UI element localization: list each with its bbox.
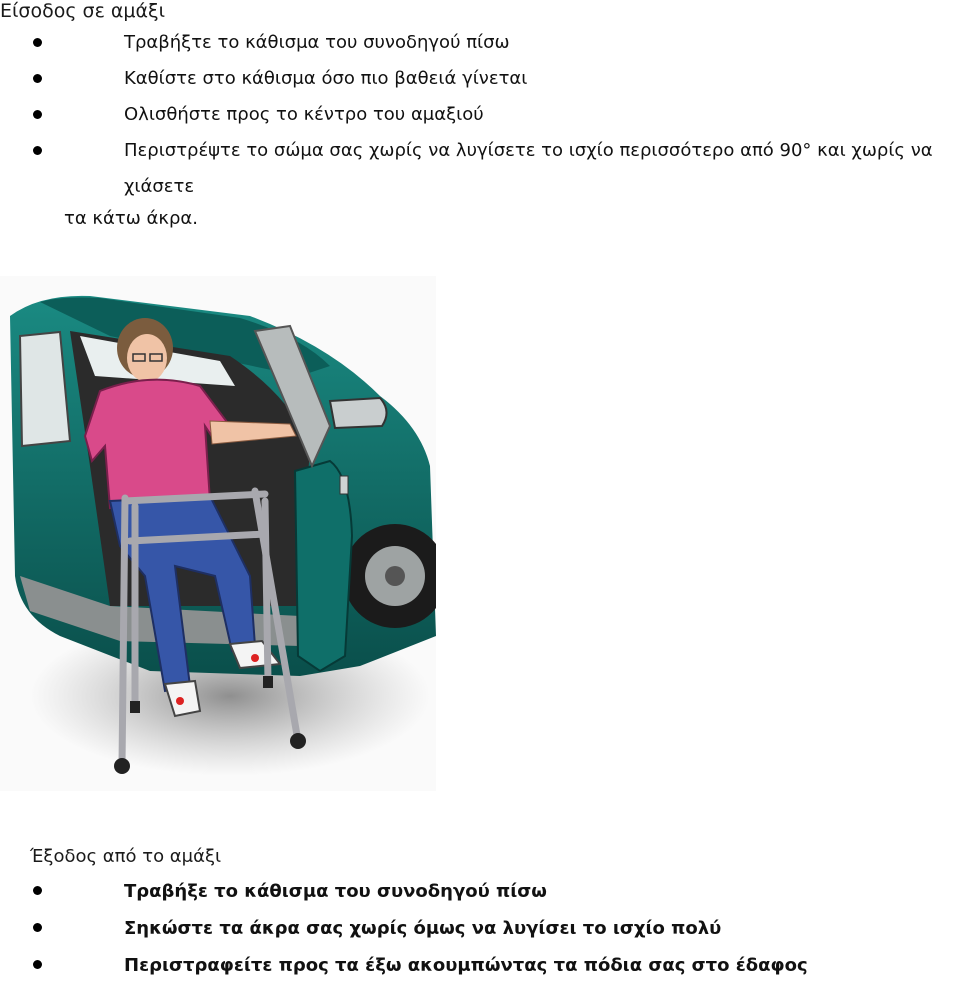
bullet-icon (33, 110, 42, 119)
entry-steps-list (0, 25, 960, 233)
bullet-icon (33, 923, 42, 932)
bullet-icon (33, 38, 42, 47)
exit-heading: Έξοδος από το αμάξι (30, 846, 222, 867)
bullet-icon (33, 960, 42, 969)
step-text: Περιστρέψτε το σώμα σας χωρίς να λυγίσετε το ισχίο περισσότερο από 90° και χωρίς να χιάσετε (124, 140, 933, 197)
list-item (0, 910, 960, 947)
step-text-continuation: τα κάτω άκρα. (64, 208, 199, 229)
step-text: Καθίστε στο κάθισμα όσο πιο βαθειά γίνεται (124, 68, 528, 89)
bullet-icon (33, 74, 42, 83)
list-item (0, 947, 960, 984)
step-text: Τραβήξε το κάθισμα του συνοδηγού πίσω (124, 881, 547, 902)
list-item (0, 873, 960, 910)
list-item (0, 25, 960, 61)
step-text: Τραβήξτε το κάθισμα του συνοδηγού πίσω (124, 32, 510, 53)
step-text: Σηκώστε τα άκρα σας χωρίς όμως να λυγίσει το ισχίο πολύ (124, 918, 722, 939)
step-text: Ολισθήστε προς το κέντρο του αμαξιού (124, 104, 484, 125)
entry-heading: Είσοδος σε αμάξι (0, 0, 166, 22)
list-item (0, 133, 960, 233)
list-item (0, 97, 960, 133)
list-item (0, 61, 960, 97)
exit-steps-list (0, 873, 960, 984)
step-text: Περιστραφείτε προς τα έξω ακουμπώντας τα πόδια σας στο έδαφος (124, 955, 808, 976)
bullet-icon (33, 886, 42, 895)
car-entry-illustration (0, 276, 436, 791)
bullet-icon (33, 146, 42, 155)
